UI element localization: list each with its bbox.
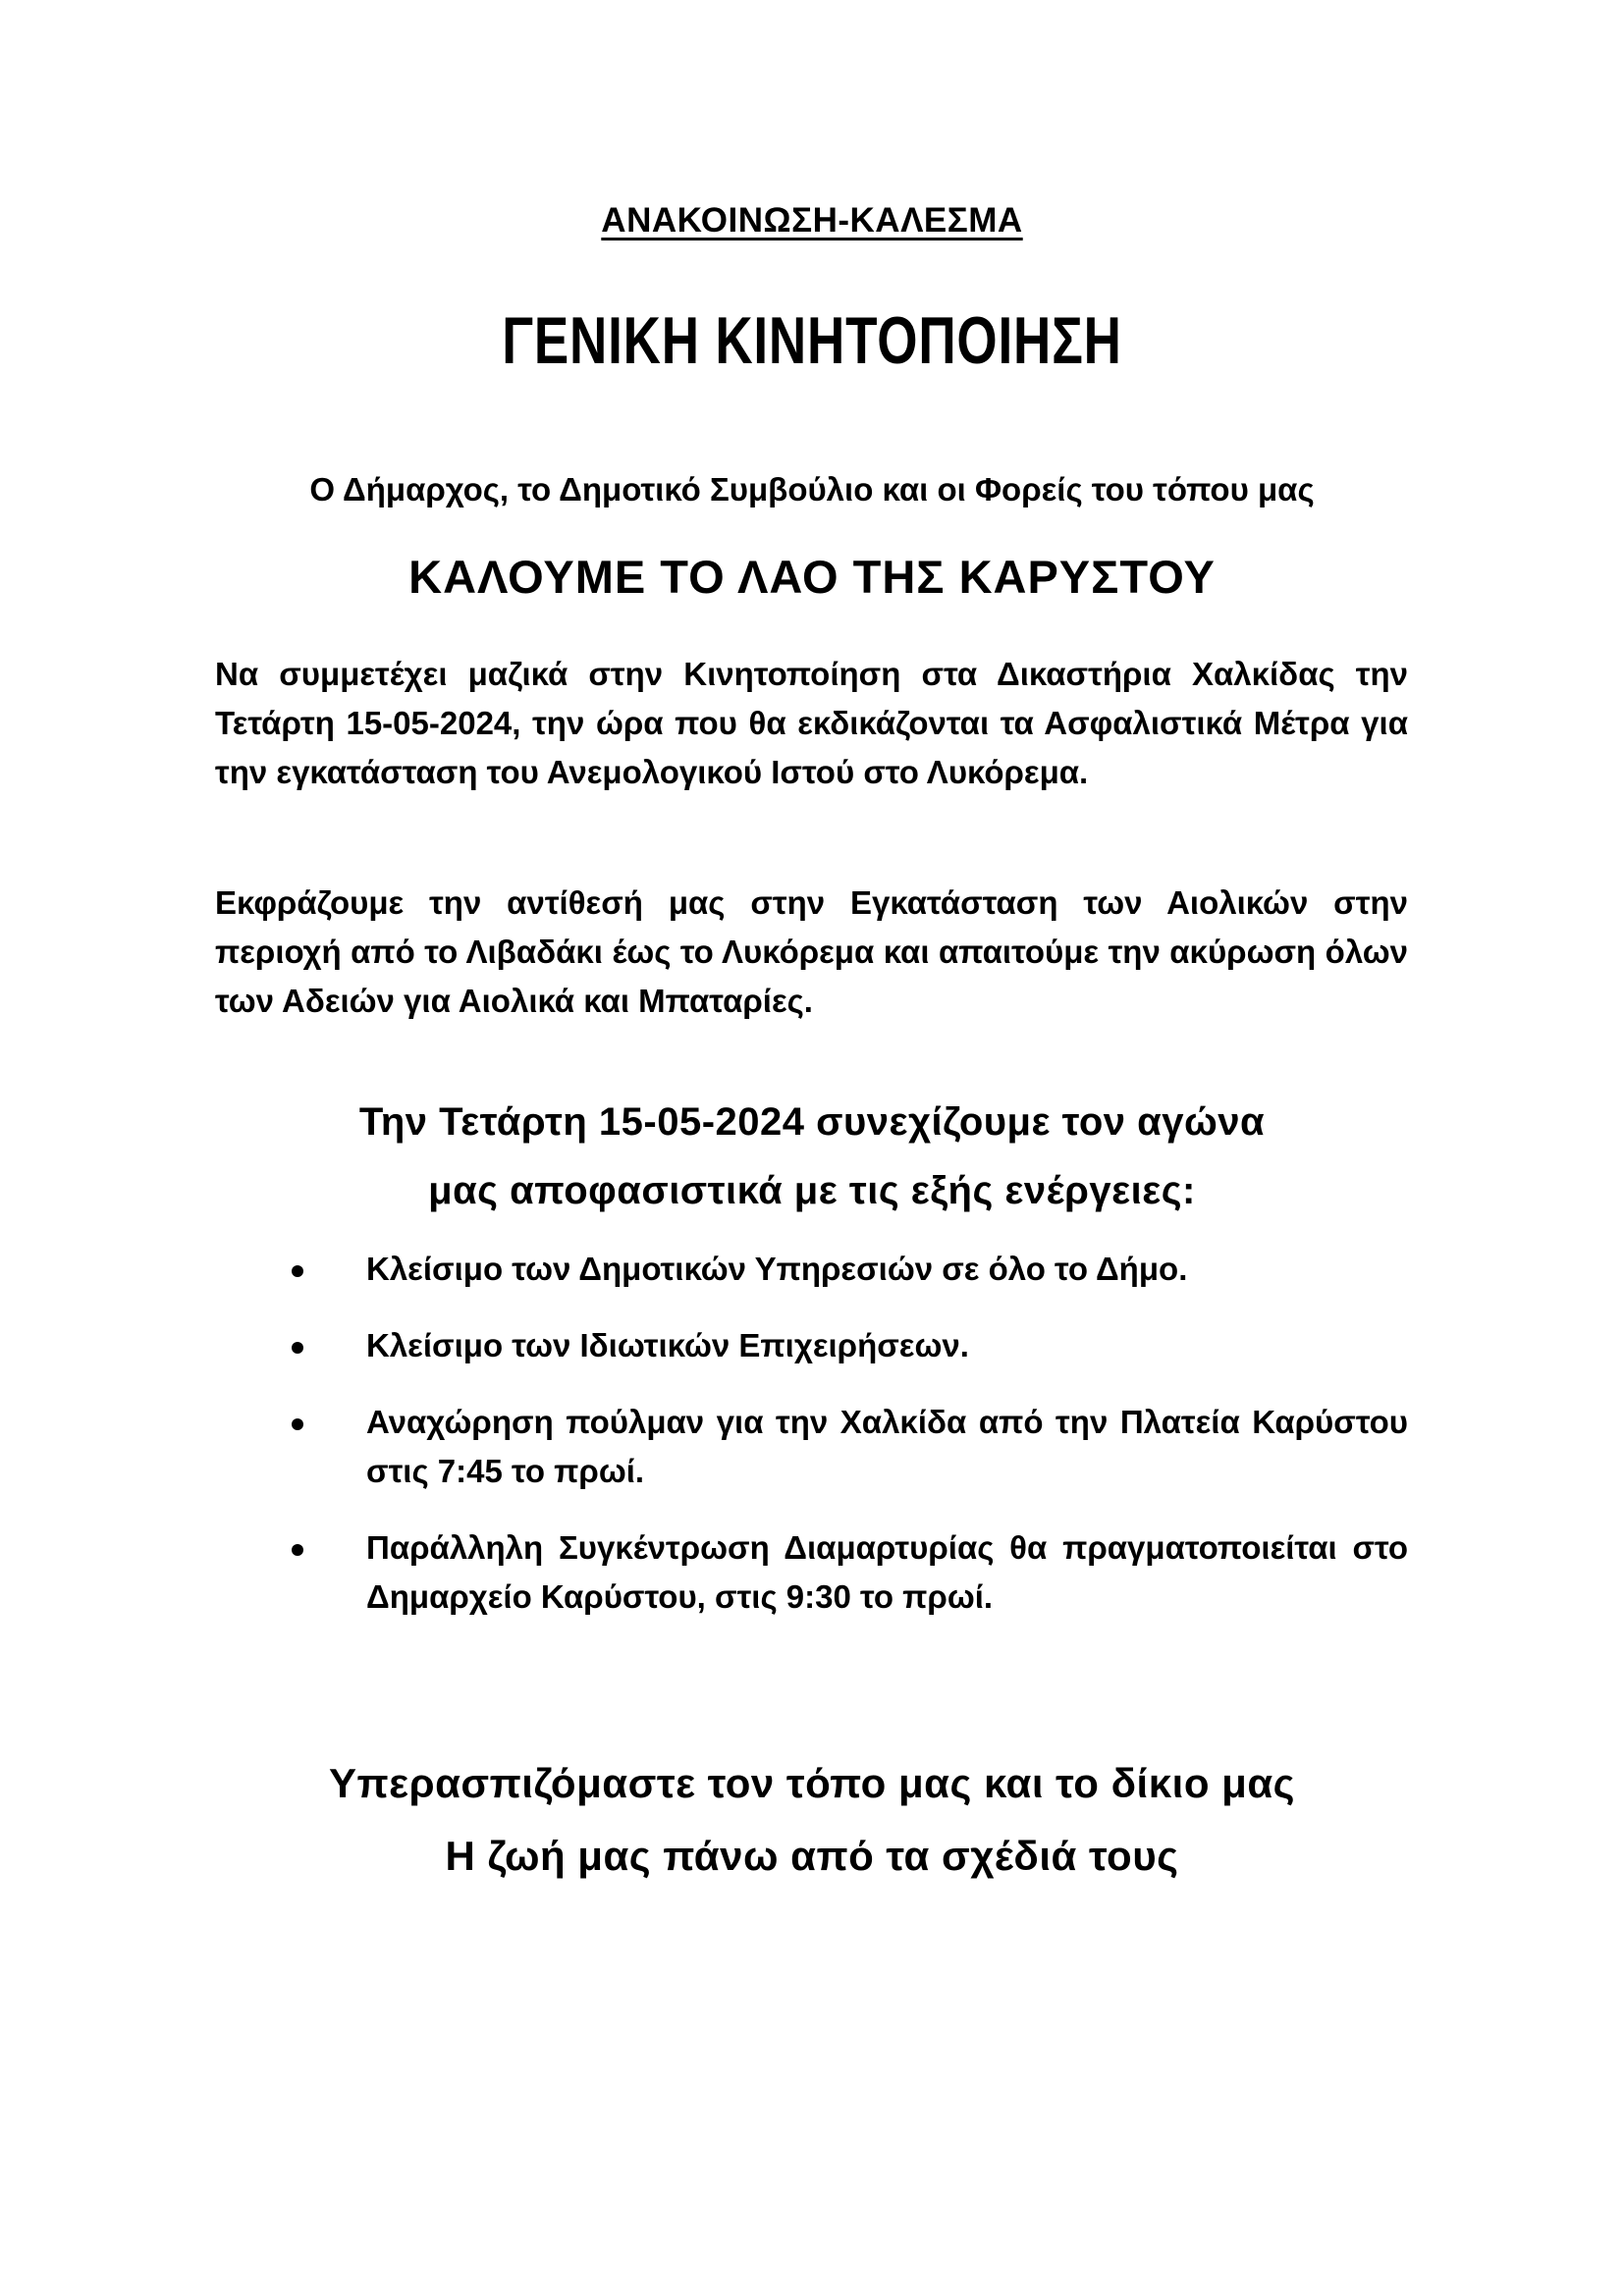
- actions-list: [215, 1245, 1408, 1649]
- main-title: ΓΕΝΙΚΗ ΚΙΝΗΤΟΠΟΙΗΣΗ: [502, 303, 1122, 378]
- actions-heading-line-1: Την Τετάρτη 15-05-2024 συνεχίζουμε τον αγώνα: [358, 1100, 1266, 1144]
- closing-slogans: [0, 1747, 1624, 1893]
- bullet-icon: [292, 1544, 303, 1556]
- bullet-icon: [292, 1265, 303, 1277]
- list-item-text: Αναχώρηση πούλμαν για την Χαλκίδα από την Πλατεία Καρύστου στις 7:45 το πρωί.: [366, 1404, 1408, 1489]
- bullet-icon: [292, 1342, 303, 1354]
- paragraph-opposition: Εκφράζουμε την αντίθεσή μας στην Εγκατάσταση των Αιολικών στην περιοχή από το Λιβαδάκι έως το Λυκόρεμα και απαιτούμε την ακύρωση όλων των Αδειών για Αιολικά και Μπαταρίες.: [215, 884, 1408, 1019]
- closing-line-1: Υπερασπιζόμαστε τον τόπο μας και το δίκιο μας: [328, 1760, 1295, 1806]
- actions-heading: [0, 1088, 1624, 1225]
- call-heading: ΚΑΛΟΥΜΕ ΤΟ ΛΑΟ ΤΗΣ ΚΑΡΥΣΤΟΥ: [408, 551, 1216, 603]
- list-item-text: Κλείσιμο των Ιδιωτικών Επιχειρήσεων.: [366, 1327, 969, 1363]
- list-item: [215, 1245, 1408, 1294]
- list-item: [215, 1523, 1408, 1622]
- announcement-label: ΑΝΑΚΟΙΝΩΣΗ-ΚΑΛΕΣΜΑ: [601, 201, 1023, 240]
- actions-heading-line-2: μας αποφασιστικά με τις εξής ενέργειες:: [428, 1169, 1196, 1212]
- intro-line: Ο Δήμαρχος, το Δημοτικό Συμβούλιο και οι Φορείς του τόπου μας: [309, 471, 1315, 507]
- list-item: [215, 1398, 1408, 1496]
- list-item: [215, 1321, 1408, 1370]
- list-item-text: Κλείσιμο των Δημοτικών Υπηρεσιών σε όλο το Δήμο.: [366, 1251, 1188, 1287]
- bullet-icon: [292, 1418, 303, 1430]
- paragraph-participation: Να συμμετέχει μαζικά στην Κινητοποίηση στα Δικαστήρια Χαλκίδας την Τετάρτη 15-05-2024, την ώρα που θα εκδικάζονται τα Ασφαλιστικά Μέτρα για την εγκατάσταση του Ανεμολογικού Ιστού στο Λυκόρεμα.: [215, 656, 1408, 790]
- closing-line-2: Η ζωή μας πάνω από τα σχέδιά τους: [445, 1833, 1179, 1879]
- list-item-text: Παράλληλη Συγκέντρωση Διαμαρτυρίας θα πραγματοποιείται στο Δημαρχείο Καρύστου, στις 9:30 το πρωί.: [366, 1529, 1408, 1615]
